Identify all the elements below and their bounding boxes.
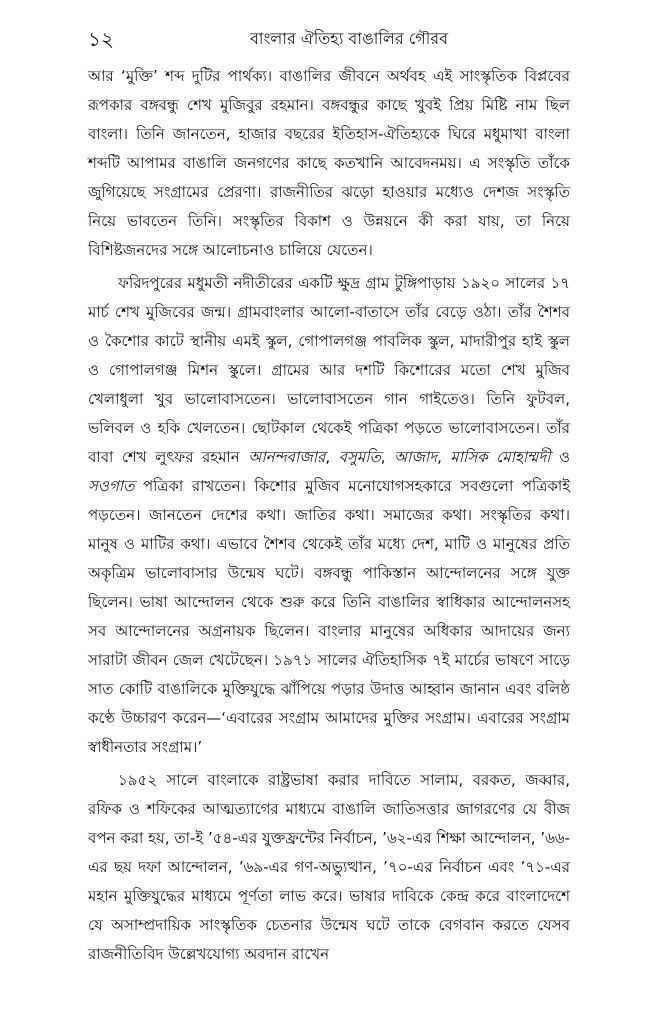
separator: , bbox=[437, 448, 451, 466]
paragraph-1: আর ‘মুক্তি’ শব্দ দুটির পার্থক্য। বাঙালির জীবনে অর্থবহ এই সাংস্কৃতিক বিপ্লবের রূপকার বঙ্গবন্ধু শেখ মুজিবুর রহমান। বঙ্গবন্ধুর কাছে খুবই প্রিয় মিষ্টি নাম ছিল বাংলা। তিনি জানতেন, হাজার বছরের ইতিহাস-ঐতিহ্যকে ঘিরে মধুমাখা বাংলা শব্দটি আপামর বাঙালি জনগণের কাছে কতখানি আবেদনময়। এ সংস্কৃতি তাঁকে জুগিয়েছে সংগ্রামের প্রেরণা। রাজনীতির ঝড়ো হাওয়ার মধ্যেও দেশজ সংস্কৃতি নিয়ে ভাবতেন তিনি। সংস্কৃতির বিকাশ ও উন্নয়নে কী করা যায়, তা নিয়ে বিশিষ্টজনদের সঙ্গে আলোচনাও চালিয়ে যেতেন। bbox=[88, 67, 570, 259]
newspaper-name-basumati: বসুমতি bbox=[338, 448, 381, 466]
paragraph-2 bbox=[88, 269, 570, 762]
separator: , bbox=[325, 448, 339, 466]
newspaper-name-saogat: সওগাত bbox=[88, 477, 135, 495]
body-text bbox=[88, 62, 570, 973]
paragraph-2-text-before: ফরিদপুরের মধুমতী নদীতীরের একটি ক্ষুদ্র গ্রাম টুঙ্গিপাড়ায় ১৯২০ সালের ১৭ মার্চ শেখ মুজিবের জন্ম। গ্রামবাংলার আলো-বাতাসে তাঁর বেড়ে ওঠা। তাঁর শৈশব ও কৈশোর কাটে স্থানীয় এমই স্কুল, গোপালগঞ্জ পাবলিক স্কুল, মাদারীপুর হাই স্কুল ও গোপালগঞ্জ মিশন স্কুলে। গ্রামের আর দশটি কিশোরের মতো শেখ মুজিব খেলাধুলা খুব ভালোবাসতেন। ভালোবাসতেন গান গাইতেও। তিনি ফুটবল, ভলিবল ও হকি খেলতেন। ছোটকাল থেকেই পত্রিকা পড়তে ভালোবাসতেন। তাঁর বাবা শেখ লুৎফর রহমান bbox=[88, 274, 570, 466]
newspaper-name-anandabazar: আনন্দবাজার bbox=[248, 448, 326, 466]
paragraph-2-text-after: পত্রিকা রাখতেন। কিশোর মুজিব মনোযোগসহকারে সবগুলো পত্রিকাই পড়তেন। জানতেন দেশের কথা। জাতির কথা। সমাজের কথা। সংস্কৃতির কথা। মানুষ ও মাটির কথা। এভাবে শৈশব থেকেই তাঁর মধ্যে দেশ, মাটি ও মানুষের প্রতি অকৃত্রিম ভালোবাসার উন্মেষ ঘটে। বঙ্গবন্ধু পাকিস্তান আন্দোলনের সঙ্গে যুক্ত ছিলেন। ভাষা আন্দোলন থেকে শুরু করে তিনি বাঙালির স্বাধিকার আন্দোলনসহ সব আন্দোলনের অগ্রনায়ক ছিলেন। বাংলার মানুষের অধিকার আদায়ের জন্য সারাটা জীবন জেল খেটেছেন। ১৯৭১ সালের ঐতিহাসিক ৭ই মার্চের ভাষণে সাড়ে সাত কোটি বাঙালিকে মুক্তিযুদ্ধে ঝাঁপিয়ে পড়ার উদাত্ত আহ্বান জানান এবং বলিষ্ঠ কণ্ঠে উচ্চারণ করেন—‘এবারের সংগ্রাম আমাদের মুক্তির সংগ্রাম। এবারের সংগ্রাম স্বাধীনতার সংগ্রাম।’ bbox=[88, 477, 570, 756]
separator: ও bbox=[550, 448, 570, 466]
paragraph-3: ১৯৫২ সালে বাংলাকে রাষ্ট্রভাষা করার দাবিতে সালাম, বরকত, জব্বার, রফিক ও শফিকের আত্মত্যাগের মাধ্যমে বাঙালি জাতিসত্তার জাগরণের যে বীজ বপন করা হয়, তা-ই ’৫৪-এর যুক্তফ্রন্টের নির্বাচন, ’৬২-এর শিক্ষা আন্দোলন, ’৬৬-এর ছয় দফা আন্দোলন, ’৬৯-এর গণ-অভ্যুত্থান, ’৭০-এর নির্বাচন এবং ’৭১-এর মহান মুক্তিযুদ্ধের মাধ্যমে পূর্ণতা লাভ করে। ভাষার দাবিকে কেন্দ্র করে বাংলাদেশে যে অসাম্প্রদায়িক সাংস্কৃতিক চেতনার উন্মেষ ঘটে তাকে বেগবান করতে যেসব রাজনীতিবিদ উল্লেখযোগ্য অবদান রাখেন bbox=[88, 771, 570, 963]
page-header bbox=[88, 22, 570, 54]
running-title: বাংলার ঐতিহ্য বাঙালির গৌরব bbox=[249, 29, 449, 48]
newspaper-name-azad: আজাদ bbox=[393, 448, 438, 466]
newspaper-name-masik-mohammadi: মাসিক মোহাম্মদী bbox=[450, 448, 551, 466]
separator: , bbox=[380, 448, 394, 466]
page-number: ১২ bbox=[88, 27, 114, 51]
